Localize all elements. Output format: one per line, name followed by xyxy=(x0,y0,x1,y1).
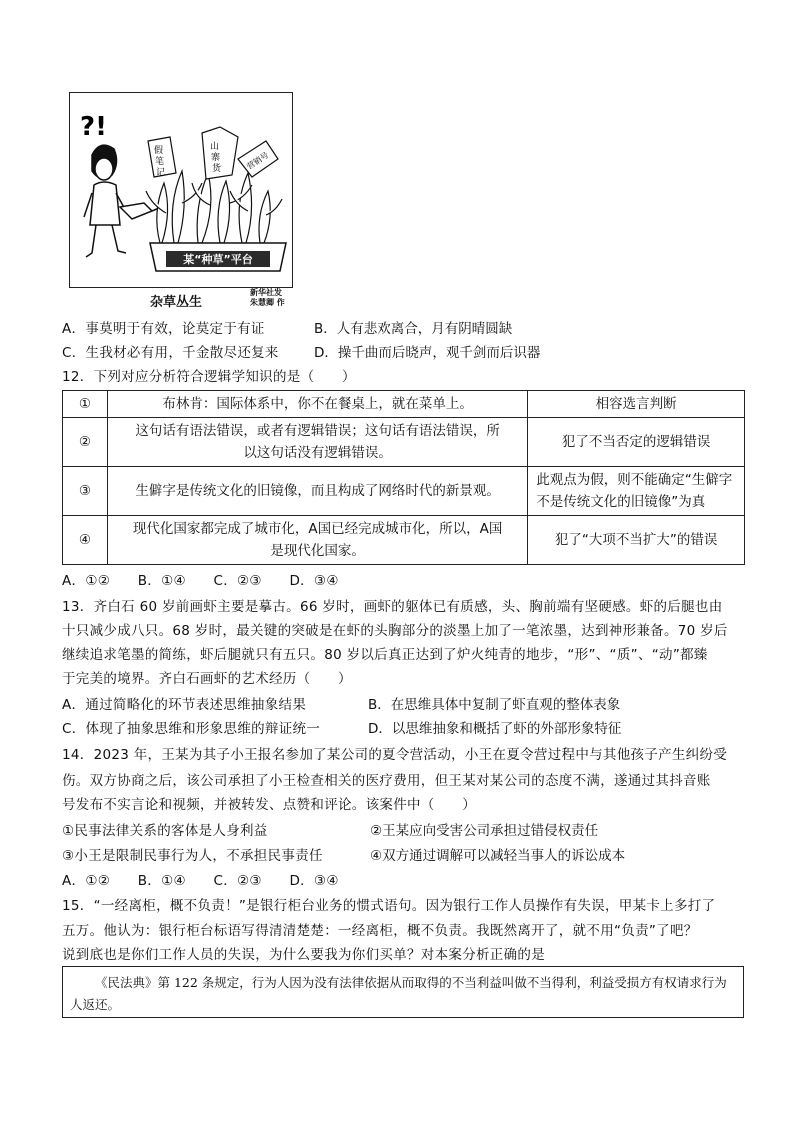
platform-tray xyxy=(150,243,286,271)
q14-statement-1: ①民事法律关系的客体是人身利益 xyxy=(62,823,268,839)
table-row xyxy=(63,391,745,418)
q11-option-b: B．人有悲欢离合，月有阴晴圆缺 xyxy=(314,321,513,337)
bag-fake-notes xyxy=(148,137,176,178)
svg-text:寨: 寨 xyxy=(211,153,221,163)
q13-option-b: B．在思维具体中复制了虾直观的整体表象 xyxy=(368,697,621,713)
judgment-cell: 犯了“大项不当扩大”的错误 xyxy=(528,516,745,565)
credit-line-2: 朱慧卿 作 xyxy=(250,298,285,307)
statement-cell: 布林肯：国际体系中，你不在餐桌上，就在菜单上。 xyxy=(107,391,527,418)
statement-cell: 现代化国家都完成了城市化，A国已经完成城市化，所以，A国是现代化国家。 xyxy=(107,516,527,565)
q14-line-3: 号发布不实言论和视频，并被转发、点赞和评论。该案件中（ ） xyxy=(62,797,476,813)
civil-code-quote: 《民法典》第 122 条规定，行为人因为没有法律依据从而取得的不当利益叫做不当得利，利益受损方有权请求行为人返还。 xyxy=(70,975,727,1012)
svg-text:货: 货 xyxy=(212,164,222,174)
weeds-plants xyxy=(146,171,282,243)
q15-line-3: 说到底也是你们工作人员的失误，为什么要我为你们买单？对本案分析正确的是 xyxy=(62,947,545,963)
cartoon-image xyxy=(69,92,293,288)
bag-knockoff-goods xyxy=(202,127,238,179)
table-row xyxy=(63,418,745,467)
q14-line-1: 14．2023 年，王某为其子小王报名参加了某公司的夏令营活动，小王在夏令营过程中与其他孩子产生纠纷受 xyxy=(62,747,728,763)
q11-option-c: C．生我材必有用，千金散尽还复来 xyxy=(62,345,279,361)
q11-option-a: A．事莫明于有效，论莫定于有证 xyxy=(62,321,265,337)
question-marks: ?! xyxy=(80,112,107,142)
judgment-cell: 相容选言判断 xyxy=(528,391,745,418)
q13-option-d: D．以思维抽象和概括了虾的外部形象特征 xyxy=(368,721,622,737)
q13-line-2: 十只减少成八只。68 岁时，最关键的突破是在虾的头胸部分的淡墨上加了一笔浓墨，达到神形兼备。70 岁后 xyxy=(62,623,728,639)
q14-statement-2: ②王某应向受害公司承担过错侵权责任 xyxy=(370,823,599,839)
svg-text:某“种草”平台: 某“种草”平台 xyxy=(183,253,253,266)
svg-text:山: 山 xyxy=(210,142,220,152)
svg-text:笔: 笔 xyxy=(155,157,165,167)
q13-line-4: 于完美的境界。齐白石画虾的艺术经历（ ） xyxy=(62,671,352,687)
q13-option-c: C．体现了抽象思维和形象思维的辩证统一 xyxy=(62,721,321,737)
bag-marketing-accounts xyxy=(238,141,278,177)
cartoon-caption: 杂草丛生 xyxy=(150,295,203,310)
svg-text:假: 假 xyxy=(154,146,164,156)
q12-options: A．①② B．①④ C．②③ D．③④ xyxy=(62,573,339,589)
q13-option-a: A．通过简略化的环节表述思维抽象结果 xyxy=(62,697,307,713)
judgment-cell: 此观点为假，则不能确定“生僻字不是传统文化的旧镜像”为真 xyxy=(528,467,745,516)
svg-text:记: 记 xyxy=(156,168,166,178)
q12-stem: 12．下列对应分析符合逻辑学知识的是（ ） xyxy=(62,369,356,385)
row-number: ③ xyxy=(63,467,108,516)
q14-options: A．①② B．①④ C．②③ D．③④ xyxy=(62,873,339,889)
table-row xyxy=(63,516,745,565)
row-number: ④ xyxy=(63,516,108,565)
row-number: ① xyxy=(63,391,108,418)
q15-line-2: 五万。他认为：银行柜台标语写得清清楚楚：一经离柜，概不负责。我既然离开了，就不用“负责”了吧？ xyxy=(62,923,698,939)
q14-statement-3: ③小王是限制民事行为人，不承担民事责任 xyxy=(62,848,323,864)
q13-line-3: 继续追求笔墨的简练，虾后腿就只有五只。80 岁以后真正达到了炉火纯青的地步，“形”、“质”、“动”都臻 xyxy=(62,647,708,663)
credit-line-1: 新华社发 xyxy=(250,288,282,297)
judgment-cell: 犯了不当否定的逻辑错误 xyxy=(528,418,745,467)
q13-line-1: 13．齐白石 60 岁前画虾主要是摹古。66 岁时，画虾的躯体已有质感，头、胸前端有坚硬感。虾的后腿也由 xyxy=(62,599,723,615)
cartoon-credit xyxy=(250,288,285,308)
q12-table xyxy=(62,390,745,565)
q14-line-2: 伤。双方协商之后，该公司承担了小王检查相关的医疗费用，但王某对某公司的态度不满，遂通过其抖音账 xyxy=(62,773,711,789)
statement-cell: 生僻字是传统文化的旧镜像，而且构成了网络时代的新景观。 xyxy=(107,467,527,516)
table-row xyxy=(63,467,745,516)
svg-text:营销号: 营销号 xyxy=(245,150,271,172)
row-number: ② xyxy=(63,418,108,467)
q11-option-d: D．操千曲而后晓声，观千剑而后识器 xyxy=(314,345,541,361)
statement-cell: 这句话有语法错误，或者有逻辑错误；这句话有语法错误，所以这句话没有逻辑错误。 xyxy=(107,418,527,467)
q15-line-1: 15．“一经离柜，概不负责！”是银行柜台业务的惯式语句。因为银行工作人员操作有失误，甲某卡上多打了 xyxy=(62,898,716,914)
q14-statement-4: ④双方通过调解可以减轻当事人的诉讼成本 xyxy=(370,848,626,864)
